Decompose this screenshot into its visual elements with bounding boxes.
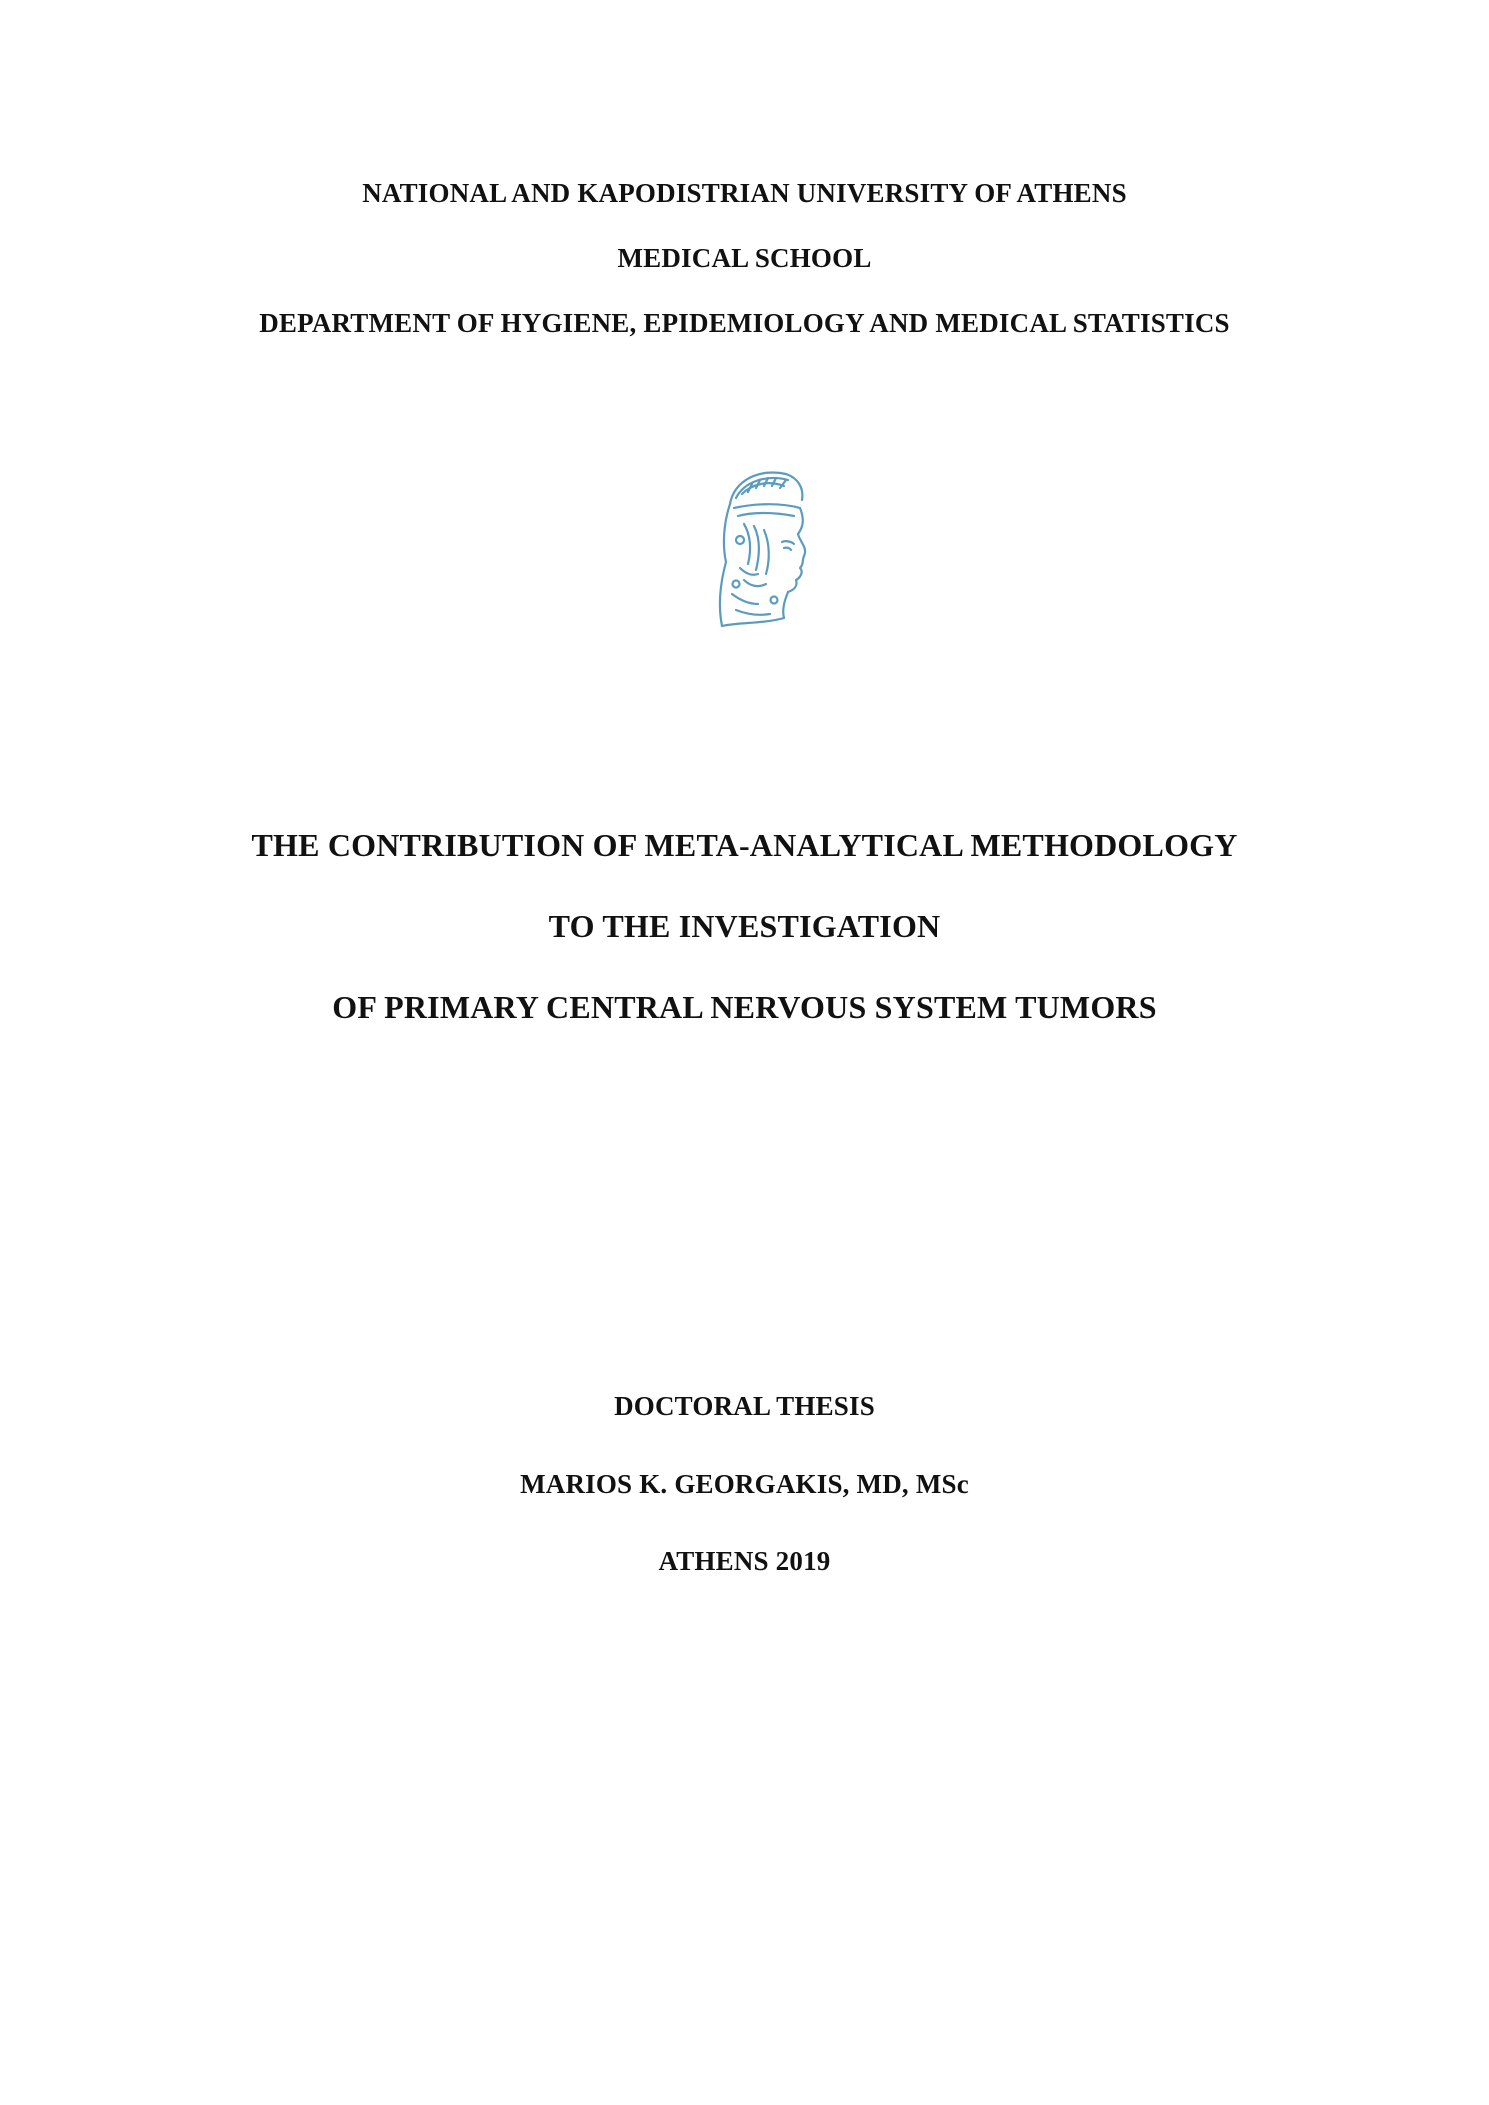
university-name: NATIONAL AND KAPODISTRIAN UNIVERSITY OF ATHENS: [362, 178, 1127, 208]
department-name: DEPARTMENT OF HYGIENE, EPIDEMIOLOGY AND MEDICAL STATISTICS: [259, 308, 1230, 338]
athena-helmet-emblem-icon: [700, 464, 812, 632]
place-and-year: ATHENS 2019: [658, 1546, 831, 1576]
author-name: MARIOS K. GEORGAKIS, MD, MSc: [520, 1469, 969, 1499]
document-type: DOCTORAL THESIS: [614, 1391, 875, 1421]
thesis-title-line-1: THE CONTRIBUTION OF META-ANALYTICAL METHODOLOGY: [251, 827, 1238, 863]
thesis-title-line-2: TO THE INVESTIGATION: [548, 908, 941, 944]
thesis-title-line-3: OF PRIMARY CENTRAL NERVOUS SYSTEM TUMORS: [332, 989, 1157, 1025]
school-name: MEDICAL SCHOOL: [617, 243, 872, 273]
